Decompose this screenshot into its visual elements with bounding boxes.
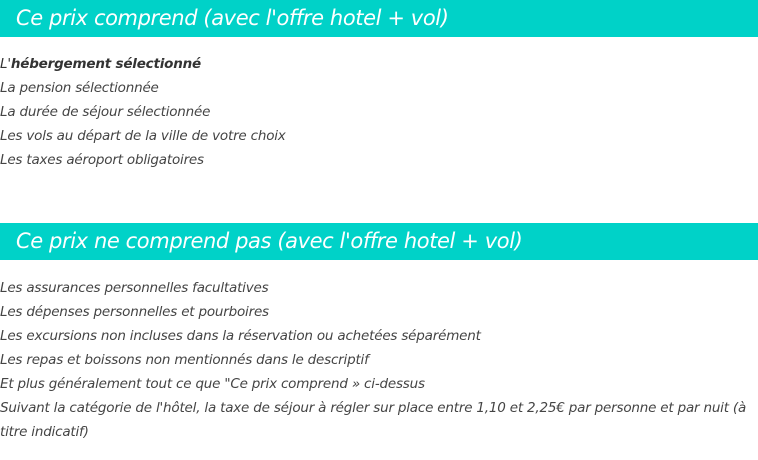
excluded-section-title: Ce prix ne comprend pas (avec l'offre hotel + vol) bbox=[0, 223, 758, 260]
included-section-title: Ce prix comprend (avec l'offre hotel + vol) bbox=[0, 0, 758, 37]
included-list bbox=[0, 52, 750, 172]
list-item: Les taxes aéroport obligatoires bbox=[0, 152, 204, 168]
list-item: Et plus généralement tout ce que "Ce prix comprend » ci-dessus bbox=[0, 376, 425, 392]
excluded-list bbox=[0, 276, 750, 444]
list-item-text: hébergement sélectionné bbox=[10, 56, 202, 72]
list-item: La pension sélectionnée bbox=[0, 80, 159, 96]
list-item: Les assurances personnelles facultatives bbox=[0, 280, 269, 296]
list-item: Suivant la catégorie de l'hôtel, la taxe de séjour à régler sur place entre 1,10 et 2,25€ par personne et par nuit (à titre indicatif) bbox=[0, 400, 747, 440]
list-item: Les repas et boissons non mentionnés dans le descriptif bbox=[0, 352, 369, 368]
list-item: Les vols au départ de la ville de votre choix bbox=[0, 128, 286, 144]
list-item: Les excursions non incluses dans la réservation ou achetées séparément bbox=[0, 328, 481, 344]
list-item-prefix: L' bbox=[0, 56, 11, 72]
list-item: La durée de séjour sélectionnée bbox=[0, 104, 211, 120]
list-item bbox=[0, 52, 750, 76]
list-item: Les dépenses personnelles et pourboires bbox=[0, 304, 269, 320]
